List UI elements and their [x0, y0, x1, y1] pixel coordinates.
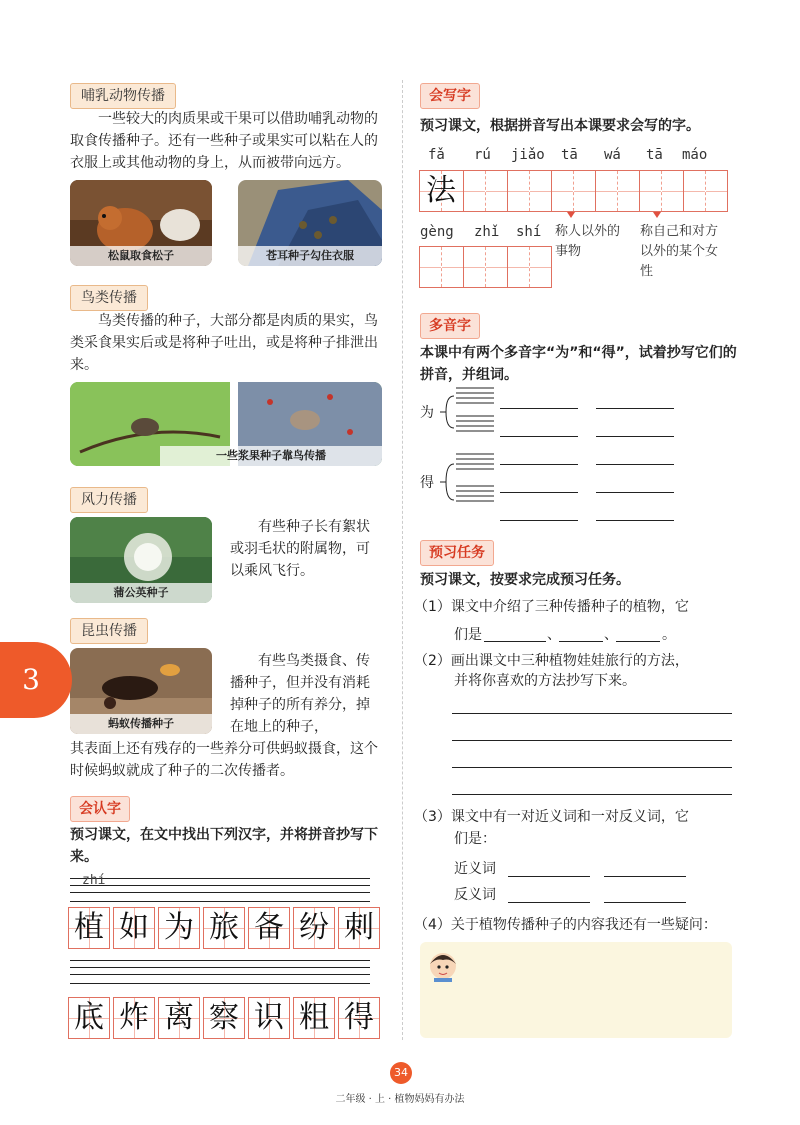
word-blank[interactable]: [596, 492, 674, 493]
word-blank[interactable]: [500, 408, 578, 409]
pointer-marker: [567, 212, 575, 218]
answer-blank[interactable]: [559, 641, 603, 642]
hanzi-char: 离: [158, 997, 200, 1039]
hanzi-char: 纷: [293, 907, 335, 949]
separator: 、: [547, 627, 561, 643]
synonym-blank[interactable]: [604, 876, 686, 877]
hanzi-char: 底: [68, 997, 110, 1039]
hanzi-char: 为: [158, 907, 200, 949]
pinyin-fa: fǎ: [428, 147, 445, 163]
question-3-line-2: 们是：: [454, 831, 496, 847]
answer-line[interactable]: [452, 713, 732, 714]
pinyin-mao: máo: [682, 147, 708, 163]
section-label-wind: 风力传播: [70, 487, 148, 513]
question-notes-box[interactable]: [420, 942, 732, 1038]
pinyin-writing-lines[interactable]: [70, 960, 370, 984]
word-blank[interactable]: [500, 492, 578, 493]
hanzi-char: 刺: [338, 907, 380, 949]
word-blank[interactable]: [596, 436, 674, 437]
answer-line[interactable]: [452, 767, 732, 768]
recognize-instruction: 预习课文，在文中找出下列汉字，并将拼音抄写下来。: [70, 827, 378, 865]
antonym-blank[interactable]: [508, 902, 590, 903]
photo-caption: 蒲公英种子: [70, 583, 212, 603]
section-label-bird: 鸟类传播: [70, 285, 148, 311]
pinyin-zhi: zhǐ: [474, 224, 500, 240]
page-number: 34: [390, 1062, 412, 1084]
bracket-lines: [436, 386, 496, 522]
pinyin-writing-lines[interactable]: [70, 878, 370, 902]
section-label-insect: 昆虫传播: [70, 618, 148, 644]
example-char: 法: [426, 173, 456, 208]
answer-line[interactable]: [452, 740, 732, 741]
pinyin-geng: gèng: [420, 224, 454, 240]
wind-paragraph: 有些种子长有絮状或羽毛状的附属物，可以乘风飞行。: [230, 519, 370, 579]
section-label-recognize: 会认字: [70, 796, 130, 822]
word-blank[interactable]: [596, 464, 674, 465]
photo-dandelion: [70, 517, 212, 603]
word-blank[interactable]: [500, 464, 578, 465]
note-ta-female: 称自己和对方以外的某个女性: [640, 224, 719, 279]
pinyin-shi: shí: [516, 224, 542, 240]
photo-caption: 一些浆果种子靠鸟传播: [160, 446, 382, 466]
hanzi-char: 备: [248, 907, 290, 949]
tasks-instruction: 预习课文，按要求完成预习任务。: [420, 572, 630, 588]
question-1-line-1: （1）课文中介绍了三种传播种子的植物，它: [414, 599, 689, 615]
photo-caption: 松鼠取食松子: [70, 246, 212, 266]
separator: 、: [604, 627, 618, 643]
pinyin-wa: wá: [604, 147, 621, 163]
synonym-label: 近义词: [454, 861, 496, 877]
hanzi-row-1: [68, 907, 383, 949]
word-blank[interactable]: [500, 436, 578, 437]
photo-caption: 蚂蚁传播种子: [70, 714, 212, 734]
hanzi-char: 粗: [293, 997, 335, 1039]
bird-paragraph: 鸟类传播的种子，大部分都是肉质的果实，鸟类采食果实后或是将种子吐出，或是将种子排泄出来。: [70, 313, 378, 373]
photo-squirrel: [70, 180, 212, 266]
photo-cocklebur: [238, 180, 382, 266]
pinyin-ta-2: tā: [646, 147, 663, 163]
chapter-tab: [0, 642, 72, 718]
answer-line[interactable]: [452, 794, 732, 795]
word-blank[interactable]: [596, 520, 674, 521]
hanzi-char: 识: [248, 997, 290, 1039]
question-4: （4）关于植物传播种子的内容我还有一些疑问：: [414, 917, 717, 933]
pinyin-ta: tā: [561, 147, 578, 163]
answer-blank[interactable]: [484, 641, 546, 642]
hanzi-char: 得: [338, 997, 380, 1039]
column-divider: [402, 80, 403, 1040]
hanzi-char: 炸: [113, 997, 155, 1039]
mammal-paragraph: 一些较大的肉质果或干果可以借助哺乳动物的取食传播种子。还有一些种子或果实可以粘在人的衣服上或其他动物的身上，从而被带向远方。: [70, 111, 378, 171]
section-label-write: 会写字: [420, 83, 480, 109]
question-2-line-2: 并将你喜欢的方法抄写下来。: [454, 673, 636, 689]
antonym-label: 反义词: [454, 887, 496, 903]
child-avatar-icon: [428, 950, 458, 982]
answer-blank[interactable]: [616, 641, 660, 642]
hanzi-char: 如: [113, 907, 155, 949]
note-ta-object: 称人以外的事物: [555, 224, 621, 259]
word-blank[interactable]: [596, 408, 674, 409]
footer-text: 二年级 · 上 · 植物妈妈有办法: [335, 1094, 465, 1105]
hanzi-char: 旅: [203, 907, 245, 949]
question-3-line-1: （3）课文中有一对近义词和一对反义词，它: [414, 809, 689, 825]
photo-ant: [70, 648, 212, 734]
antonym-blank[interactable]: [604, 902, 686, 903]
section-label-mammal: 哺乳动物传播: [70, 83, 176, 109]
writing-grid-row-1[interactable]: [419, 170, 728, 212]
hanzi-row-2: [68, 997, 383, 1039]
pointer-marker: [653, 212, 661, 218]
polyphone-char-de: 得: [420, 475, 434, 491]
section-label-tasks: 预习任务: [420, 540, 494, 566]
photo-caption: 苍耳种子勾住衣服: [238, 246, 382, 266]
example-pinyin: zhí: [82, 873, 106, 888]
word-blank[interactable]: [500, 520, 578, 521]
pinyin-ru: rú: [474, 147, 491, 163]
polyphone-char-wei: 为: [420, 405, 434, 421]
question-2-line-1: （2）画出课文中三种植物娃娃旅行的方法，: [414, 653, 689, 669]
question-1-line-2: 们是: [454, 627, 482, 643]
hanzi-char: 察: [203, 997, 245, 1039]
section-label-polyphone: 多音字: [420, 313, 480, 339]
pinyin-jiao: jiǎo: [511, 147, 545, 163]
write-instruction: 预习课文，根据拼音写出本课要求会写的字。: [420, 118, 700, 134]
photo-birds: [70, 382, 382, 466]
insect-paragraph-2: 其表面上还有残存的一些养分可供蚂蚁摄食，这个时候蚂蚁就成了种子的二次传播者。: [70, 741, 378, 779]
insect-paragraph-1: 有些鸟类摄食、传播种子，但并没有消耗掉种子的所有养分，掉在地上的种子，: [230, 653, 370, 735]
chapter-number: 3: [22, 663, 40, 696]
writing-grid-row-2[interactable]: [419, 246, 552, 288]
hanzi-char: 植: [68, 907, 110, 949]
synonym-blank[interactable]: [508, 876, 590, 877]
polyphone-instruction: 本课中有两个多音字“为”和“得”，试着抄写它们的拼音，并组词。: [420, 345, 737, 383]
period: 。: [662, 627, 676, 643]
